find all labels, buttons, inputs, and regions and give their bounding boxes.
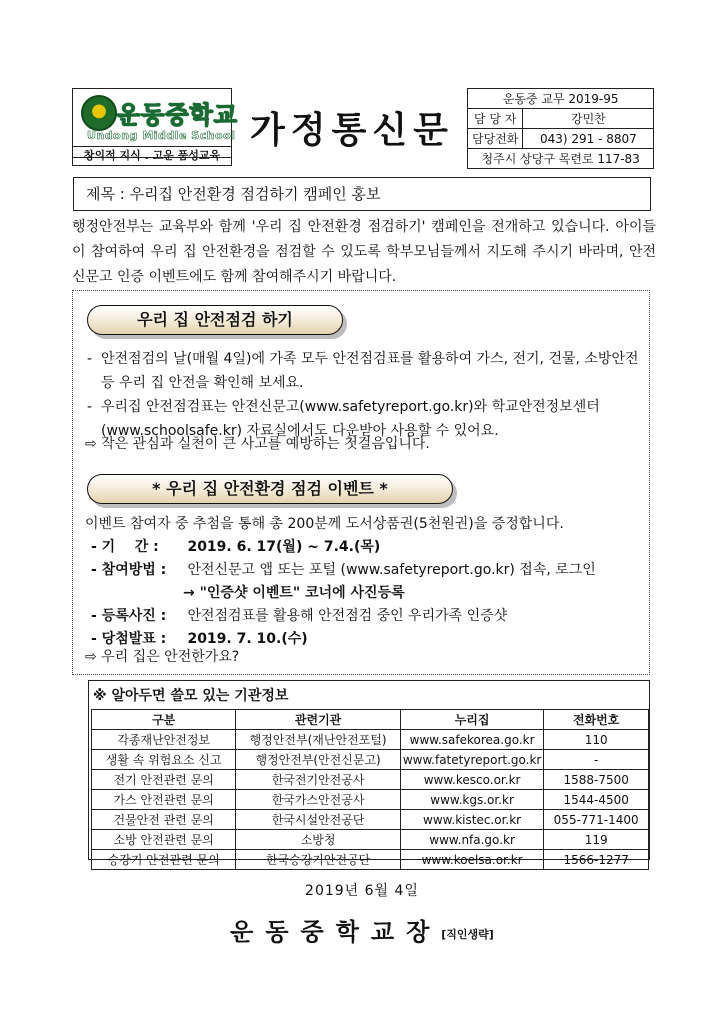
section2-title: * 우리 집 안전환경 점검 이벤트 * [87, 474, 453, 504]
agency-header-row [92, 710, 649, 730]
school-motto: 창의적 지식 . 고운 품성교육 [72, 146, 232, 166]
section1-bullets [85, 347, 641, 443]
manager-label: 담 당 자 [468, 109, 523, 129]
issue-date: 2019년 6월 4일 [305, 883, 419, 899]
intro-paragraph: 행정안전부는 교육부와 함께 '우리 집 안전환경 점검하기' 캠페인을 전개하고 있습니다. 아이들이 참여하여 우리 집 안전환경을 점검할 수 있도록 학부모님들께서 지도해 주시기 바라며, 안전신문고 인증 이벤트에도 함께 참여해주시기 바랍니다. [72, 219, 656, 285]
winner-value: 2019. 7. 10.(수) [187, 631, 308, 647]
cell-website: www.nfa.go.kr [400, 830, 544, 850]
section1-title: 우리 집 안전점검 하기 [87, 305, 343, 335]
method-value-2: → "인증샷 이벤트" 코너에 사진등록 [183, 585, 405, 601]
cell-category: 건물안전 관련 문의 [92, 810, 236, 830]
agency-table [91, 709, 649, 870]
cell-category: 소방 안전관련 문의 [92, 830, 236, 850]
cell-phone: - [544, 750, 649, 770]
principal-name: 운동중학교장 [230, 918, 442, 946]
cell-website: www.fatetyreport.go.kr [400, 750, 544, 770]
table-row [92, 770, 649, 790]
method-label: - 참여방법 : [91, 562, 167, 578]
cell-category: 가스 안전관련 문의 [92, 790, 236, 810]
cell-agency: 행정안전부(재난안전포털) [236, 730, 400, 750]
cell-agency: 한국전기안전공사 [236, 770, 400, 790]
school-address: 청주시 상당구 목련로 117-83 [468, 149, 654, 169]
subject-line: 제목 : 우리집 안전환경 점검하기 캠페인 홍보 [73, 177, 651, 211]
campaign-section [72, 290, 650, 675]
agency-title: ※ 알아두면 쓸모 있는 기관정보 [93, 688, 289, 704]
cell-website: www.kesco.or.kr [400, 770, 544, 790]
cell-website: www.kgs.or.kr [400, 790, 544, 810]
table-row [92, 850, 649, 870]
cell-agency: 한국승강기안전공단 [236, 850, 400, 870]
school-name-en: Undong Middle School [87, 129, 236, 142]
cell-website: www.kistec.or.kr [400, 810, 544, 830]
cell-agency: 한국시설안전공단 [236, 810, 400, 830]
col-phone: 전화번호 [544, 710, 649, 730]
table-row [92, 750, 649, 770]
cell-category: 각종재난안전정보 [92, 730, 236, 750]
principal-signature [0, 912, 724, 947]
phone-label: 담당전화 [468, 129, 523, 149]
cell-phone: 1544-4500 [544, 790, 649, 810]
cell-agency: 행정안전부(안전신문고) [236, 750, 400, 770]
cell-agency: 한국가스안전공사 [236, 790, 400, 810]
table-row [92, 790, 649, 810]
event-intro: 이벤트 참여자 중 추첨을 통해 총 200분께 도서상품권(5천원권)을 증정합니다. [85, 516, 564, 532]
photo-value: 안전점검표를 활용해 안전점검 중인 우리가족 인증샷 [187, 608, 508, 624]
col-website: 누리집 [400, 710, 544, 730]
bullet-item: - 안전점검의 날(매월 4일)에 가족 모두 안전점검표를 활용하여 가스, 전기, 건물, 소방안전 등 우리 집 안전을 확인해 보세요. [85, 347, 641, 395]
section2-hint: ⇨ 우리 집은 안전한가요? [85, 649, 240, 665]
seal-note: [직인생략] [441, 928, 494, 941]
page-title: 가정통신문 [250, 110, 454, 151]
bullet-item: - 우리집 안전점검표는 안전신문고(www.safetyreport.go.kr)와 학교안전정보센터(www.schoolsafe.kr) 자료실에서도 다운받아 사용할 수 있어요. [85, 395, 641, 443]
cell-category: 승강기 안전관련 문의 [92, 850, 236, 870]
table-row [92, 810, 649, 830]
manager-value: 강민찬 [523, 109, 654, 129]
col-agency: 관련기관 [236, 710, 400, 730]
winner-label: - 당첨발표 : [91, 631, 167, 647]
cell-category: 생활 속 위험요소 신고 [92, 750, 236, 770]
cell-phone: 055-771-1400 [544, 810, 649, 830]
cell-phone: 1566-1277 [544, 850, 649, 870]
doc-info-table [467, 88, 654, 169]
period-label: - 기 간 : [91, 539, 159, 555]
agency-info-box [88, 680, 650, 867]
period-value: 2019. 6. 17(월) ~ 7.4.(목) [187, 539, 381, 555]
section1-hint: ⇨ 작은 관심과 실천이 큰 사고를 예방하는 첫걸음입니다. [85, 436, 430, 452]
col-category: 구분 [92, 710, 236, 730]
table-row [92, 730, 649, 750]
cell-website: www.koelsa.or.kr [400, 850, 544, 870]
cell-phone: 1588-7500 [544, 770, 649, 790]
school-name: 운동중학교 [117, 101, 238, 129]
cell-phone: 110 [544, 730, 649, 750]
cell-website: www.safekorea.go.kr [400, 730, 544, 750]
doc-number: 운동중 교무 2019-95 [468, 89, 654, 109]
school-emblem-icon [81, 95, 117, 131]
method-value: 안전신문고 앱 또는 포털 (www.safetyreport.go.kr) 접속, 로그인 [187, 562, 596, 578]
cell-agency: 소방청 [236, 830, 400, 850]
cell-phone: 119 [544, 830, 649, 850]
photo-label: - 등록사진 : [91, 608, 167, 624]
cell-category: 전기 안전관련 문의 [92, 770, 236, 790]
table-row [92, 830, 649, 850]
phone-value: 043) 291 - 8807 [523, 129, 654, 149]
event-details [85, 513, 641, 651]
